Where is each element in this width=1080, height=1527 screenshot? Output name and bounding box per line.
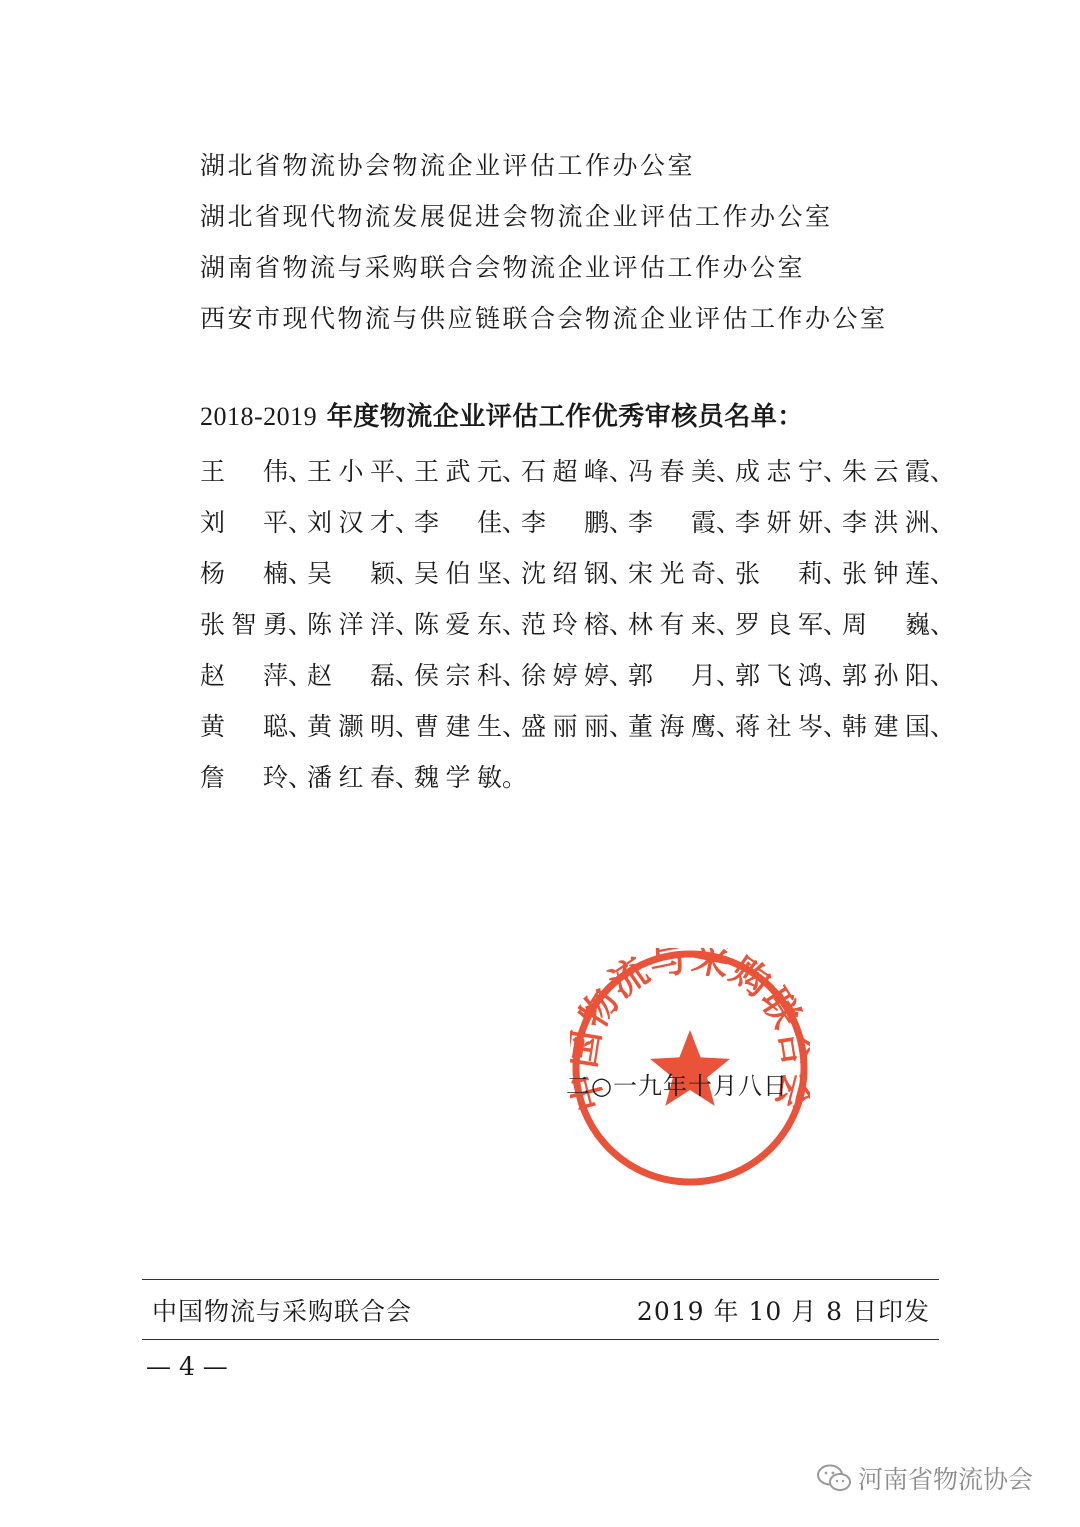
name-separator: 。 (502, 763, 528, 792)
auditor-name-text: 郭月 (628, 661, 716, 690)
auditor-name (414, 503, 528, 539)
auditor-name-text: 郭飞鸿 (735, 661, 823, 690)
auditor-name (200, 503, 314, 539)
auditor-name (200, 758, 314, 794)
auditor-name-text: 宋光奇 (628, 559, 716, 588)
auditor-name (628, 656, 742, 692)
auditor-name-text: 盛丽丽 (521, 712, 609, 741)
auditor-name-text: 吴颖 (307, 559, 395, 588)
auditor-name (414, 452, 528, 488)
auditor-name (735, 554, 849, 590)
name-separator: 、 (823, 457, 849, 486)
auditor-name-text: 冯春美 (628, 457, 716, 486)
auditor-name-text: 范玲榕 (521, 610, 609, 639)
auditor-name (735, 707, 849, 743)
recipient-line-1: 湖北省物流协会物流企业评估工作办公室 (200, 151, 696, 180)
name-row (200, 554, 956, 594)
auditor-name (521, 452, 635, 488)
auditor-name-text: 曹建生 (414, 712, 502, 741)
name-separator: 、 (609, 610, 635, 639)
auditor-name (200, 554, 314, 590)
name-separator: 、 (502, 457, 528, 486)
name-separator: 、 (288, 763, 314, 792)
auditor-name-text: 张莉 (735, 559, 823, 588)
recipient-line-3: 湖南省物流与采购联合会物流企业评估工作办公室 (200, 253, 806, 282)
auditor-name (521, 503, 635, 539)
auditor-name-text: 徐婷婷 (521, 661, 609, 690)
name-separator: 、 (288, 712, 314, 741)
name-separator: 、 (502, 559, 528, 588)
name-separator: 、 (288, 661, 314, 690)
auditor-name-text: 李霞 (628, 508, 716, 537)
auditor-name-text: 王小平 (307, 457, 395, 486)
name-separator: 、 (823, 610, 849, 639)
name-separator: 、 (609, 457, 635, 486)
auditor-name (735, 656, 849, 692)
auditor-name-text: 周巍 (842, 610, 930, 639)
auditor-name (200, 452, 314, 488)
name-separator: 、 (823, 508, 849, 537)
auditor-name-text: 陈爱东 (414, 610, 502, 639)
auditor-name (842, 554, 956, 590)
auditor-name (414, 707, 528, 743)
footer-issuer: 中国物流与采购联合会 (152, 1297, 413, 1326)
auditor-name-text: 韩建国 (842, 712, 930, 741)
auditor-name (307, 707, 421, 743)
auditor-name (307, 605, 421, 641)
auditor-name-text: 沈绍钢 (521, 559, 609, 588)
name-separator: 、 (502, 610, 528, 639)
name-separator: 、 (395, 712, 421, 741)
auditor-name-text: 李鹏 (521, 508, 609, 537)
auditor-name (521, 656, 635, 692)
auditor-name (521, 605, 635, 641)
name-separator: 、 (716, 661, 742, 690)
auditor-name (200, 605, 314, 641)
auditor-name-text: 王伟 (200, 457, 288, 486)
auditor-name-text: 郭孙阳 (842, 661, 930, 690)
name-separator: 、 (716, 457, 742, 486)
name-separator: 、 (716, 712, 742, 741)
name-separator: 、 (502, 661, 528, 690)
auditor-name-text: 黄聪 (200, 712, 288, 741)
auditor-name (735, 503, 849, 539)
name-separator: 、 (716, 508, 742, 537)
auditor-name-text: 赵萍 (200, 661, 288, 690)
name-row (200, 707, 956, 747)
auditor-name-text: 吴伯坚 (414, 559, 502, 588)
auditor-name-text: 李洪洲 (842, 508, 930, 537)
page-number: — 4 — (146, 1352, 228, 1381)
name-row (200, 605, 956, 645)
name-separator: 、 (395, 559, 421, 588)
wechat-icon (816, 1463, 852, 1493)
auditor-name-text: 赵磊 (307, 661, 395, 690)
heading-years: 2018-2019 (200, 402, 318, 431)
auditor-name (414, 656, 528, 692)
name-row (200, 503, 956, 543)
name-separator: 、 (823, 712, 849, 741)
auditor-name-text: 杨楠 (200, 559, 288, 588)
auditor-name (628, 554, 742, 590)
auditor-name-text: 李佳 (414, 508, 502, 537)
auditor-name (842, 503, 956, 539)
auditor-name (842, 452, 956, 488)
watermark-text: 河南省物流协会 (858, 1465, 1034, 1494)
auditor-name (307, 503, 421, 539)
name-separator: 、 (609, 661, 635, 690)
auditor-name-text: 张钟莲 (842, 559, 930, 588)
name-separator: 、 (609, 712, 635, 741)
name-row (200, 452, 956, 492)
auditor-name (307, 554, 421, 590)
auditor-name (307, 758, 421, 794)
name-separator: 、 (395, 457, 421, 486)
name-separator: 、 (716, 610, 742, 639)
auditor-name (842, 707, 956, 743)
name-separator: 、 (609, 508, 635, 537)
name-separator: 、 (930, 712, 956, 741)
auditor-name (200, 656, 314, 692)
auditor-name (307, 452, 421, 488)
wechat-watermark (816, 1460, 1033, 1496)
auditor-name (735, 452, 849, 488)
name-separator: 、 (930, 457, 956, 486)
auditor-name (521, 707, 635, 743)
auditor-name-text: 成志宁 (735, 457, 823, 486)
name-separator: 、 (395, 610, 421, 639)
name-row (200, 656, 956, 696)
auditor-name (414, 758, 528, 794)
auditor-name (521, 554, 635, 590)
auditor-name-text: 董海鹰 (628, 712, 716, 741)
auditor-name (628, 707, 742, 743)
auditor-name-text: 张智勇 (200, 610, 288, 639)
name-separator: 、 (395, 508, 421, 537)
auditor-name (307, 656, 421, 692)
name-separator: 、 (395, 661, 421, 690)
footer-issue-date: 2019 年 10 月 8 日印发 (636, 1297, 930, 1326)
auditor-name-text: 詹玲 (200, 763, 288, 792)
auditor-list-heading (200, 396, 804, 433)
auditor-name-text: 魏学敏 (414, 763, 502, 792)
name-separator: 、 (823, 661, 849, 690)
name-separator: 、 (930, 610, 956, 639)
name-separator: 、 (716, 559, 742, 588)
name-separator: 、 (288, 559, 314, 588)
auditor-name-text: 朱云霞 (842, 457, 930, 486)
name-row (200, 758, 945, 798)
auditor-name (842, 605, 956, 641)
auditor-name-text: 王武元 (414, 457, 502, 486)
name-separator: 、 (288, 508, 314, 537)
auditor-name (842, 656, 956, 692)
auditor-name-text: 李妍妍 (735, 508, 823, 537)
auditor-name-text: 刘汉才 (307, 508, 395, 537)
name-separator: 、 (288, 610, 314, 639)
auditor-name (414, 554, 528, 590)
auditor-name (200, 707, 314, 743)
recipient-line-2: 湖北省现代物流发展促进会物流企业评估工作办公室 (200, 202, 833, 231)
footer-bottom-rule (142, 1339, 939, 1340)
footer-top-rule (142, 1279, 939, 1280)
auditor-name-text: 陈洋洋 (307, 610, 395, 639)
recipient-line-4: 西安市现代物流与供应链联合会物流企业评估工作办公室 (200, 304, 888, 333)
name-separator: 、 (930, 559, 956, 588)
name-separator: 、 (930, 508, 956, 537)
auditor-name (628, 452, 742, 488)
seal-text: 物流与采购联 (570, 948, 810, 1036)
auditor-name-text: 蒋社岑 (735, 712, 823, 741)
auditor-name-text: 黄灏明 (307, 712, 395, 741)
name-separator: 、 (502, 712, 528, 741)
name-separator: 、 (930, 661, 956, 690)
auditor-name-text: 石超峰 (521, 457, 609, 486)
heading-text: 年度物流企业评估工作优秀审核员名单： (317, 402, 804, 432)
auditor-name (628, 503, 742, 539)
auditor-name-text: 刘平 (200, 508, 288, 537)
name-separator: 、 (609, 559, 635, 588)
name-separator: 、 (502, 508, 528, 537)
name-separator: 、 (288, 457, 314, 486)
name-separator: 、 (823, 559, 849, 588)
name-separator: 、 (395, 763, 421, 792)
auditor-name-text: 侯宗科 (414, 661, 502, 690)
signing-date: 二○一九年十月八日 (566, 1072, 788, 1100)
auditor-name (735, 605, 849, 641)
auditor-name-text: 潘红春 (307, 763, 395, 792)
auditor-name (628, 605, 742, 641)
auditor-name (414, 605, 528, 641)
auditor-name-text: 林有来 (628, 610, 716, 639)
auditor-name-text: 罗良军 (735, 610, 823, 639)
